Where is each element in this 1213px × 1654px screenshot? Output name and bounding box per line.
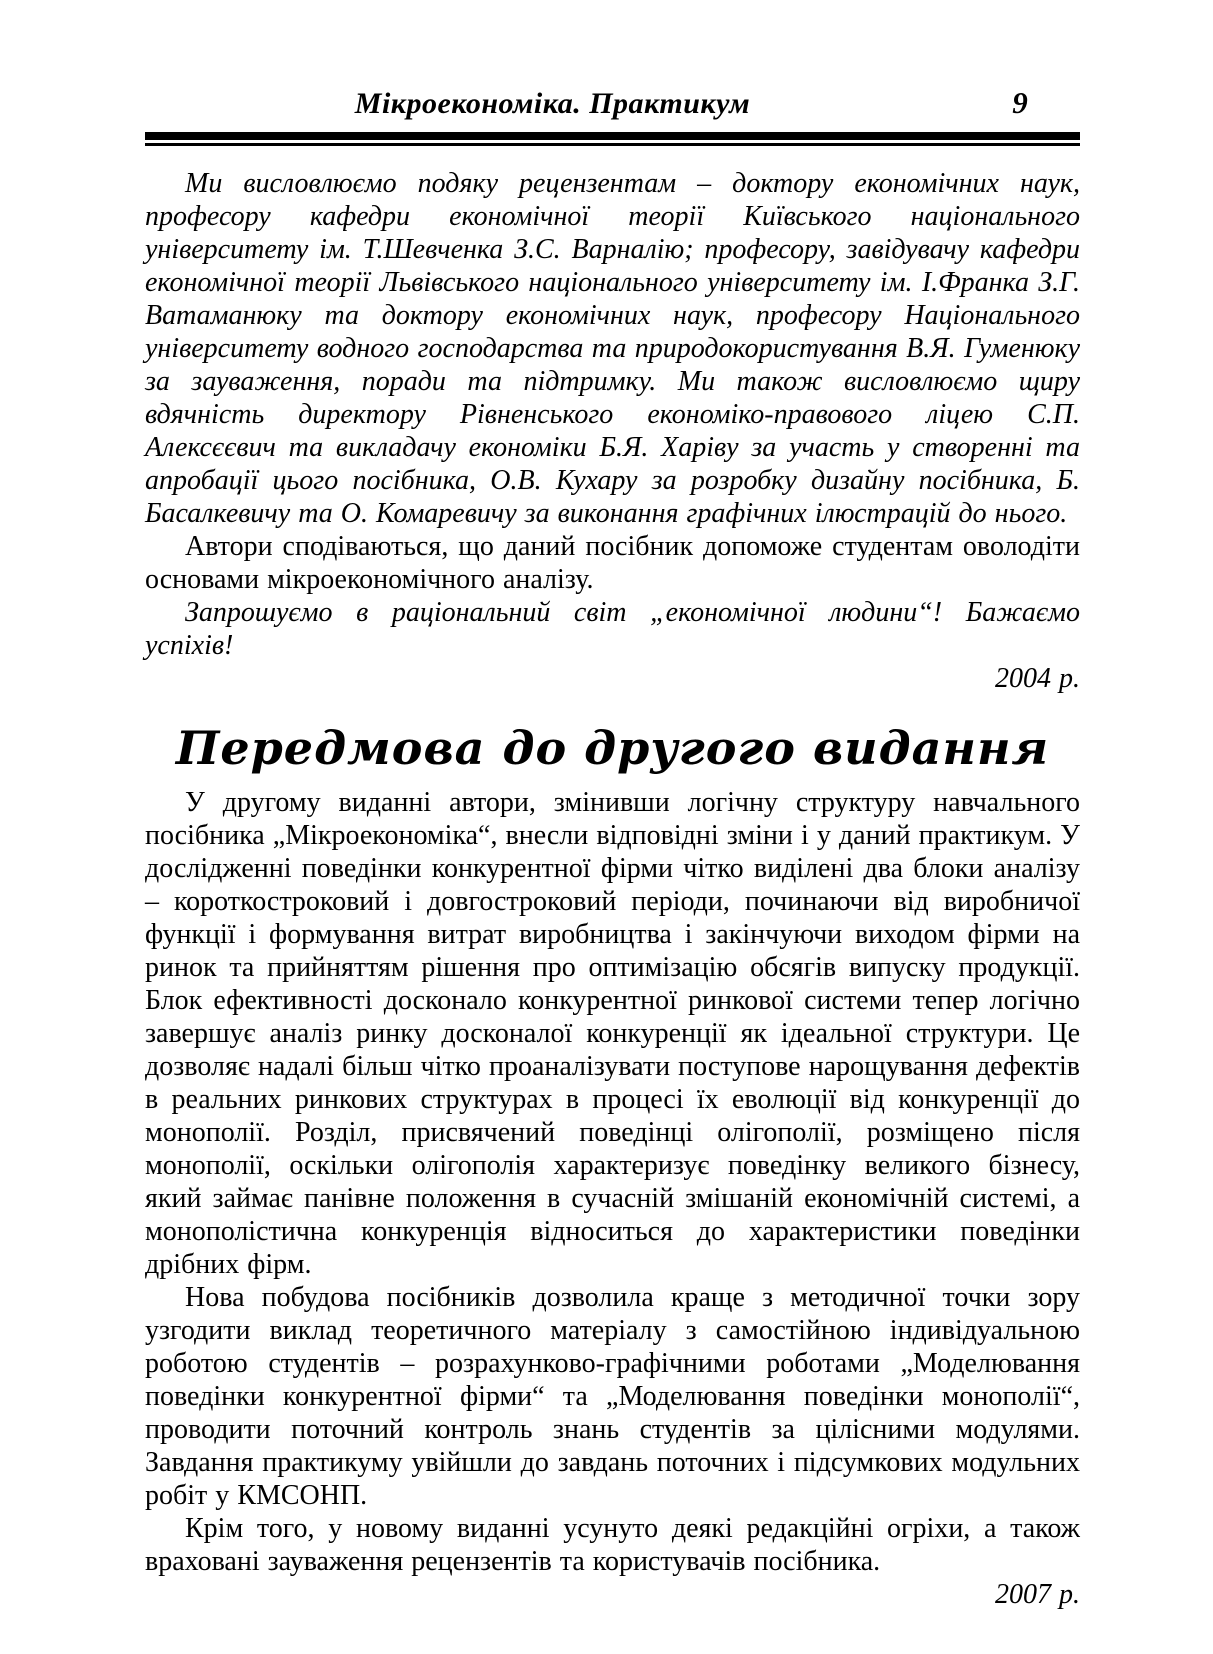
second-edition-paragraph-1: У другому виданні автори, змінивши логічну структуру навчального посібника „Мікроекономіка“, внесли відповідні зміни і у даний практикум. У дослідженні поведінки конкурентної фірми чітко виділені два блоки аналізу – короткостроковий і довгостроковий періоди, починаючи від виробничої функції і формування витрат виробництва і закінчуючи виходом фірми на ринок та прийняттям рішення про оптимізацію обсягів випуску продукції. Блок ефективності досконало конкурентної ринкової системи тепер логічно завершує аналіз ринку досконалої конкуренції як ідеальної структури. Це дозволяє надалі більш чітко проаналізувати поступове нарощування дефектів в реальних ринкових структурах в процесі їх еволюції від конкуренції до монополії. Розділ, присвячений поведінці олігополії, розміщено після монополії, оскільки олігополія характеризує поведінку великого бізнесу, який займає панівне положення в сучасній змішаній економічній системі, а монополістична конкуренція відноситься до характеристики поведінки дрібних фірм.: [145, 786, 1080, 1280]
page-number: 9: [1012, 85, 1028, 120]
running-title: Мікроекономіка. Практикум: [354, 87, 751, 120]
section-heading: Передмова до другого видання: [175, 721, 1050, 776]
page-header: [145, 86, 1080, 120]
second-edition-paragraph-2: Нова побудова посібників дозволила краще з методичної точки зору узгодити виклад теоретичного матеріалу з самостійною індивідуальною роботою студентів – розрахунково-графічними роботами „Моделювання поведінки конкурентної фірми“ та „Моделювання поведінки монополії“, проводити поточний контроль знань студентів за цілісними модулями. Завдання практикуму увійшли до завдань поточних і підсумкових модульних робіт у КМСОНП.: [145, 1281, 1080, 1511]
first-edition-date: 2004 р.: [995, 663, 1080, 695]
second-edition-date: 2007 р.: [995, 1578, 1080, 1610]
header-rule: [145, 132, 1080, 146]
acknowledgement-paragraph: Ми висловлюємо подяку рецензентам – доктору економічних наук, професору кафедри економічної теорії Київського національного університету ім. Т.Шевченка З.С. Варналію; професору, завідувачу кафедри економічної теорії Львівського національного університету ім. І.Франка З.Г. Ватаманюку та доктору економічних наук, професору Національного університету водного господарства та природокористування В.Я. Гуменюку за зауваження, поради та підтримку. Ми також висловлюємо щиру вдячність директору Рівненського економіко-правового ліцею С.П. Алексєєвич та викладачу економіки Б.Я. Харіву за участь у створенні та апробації цього посібника, О.В. Кухару за розробку дизайну посібника, Б. Басалкевичу та О. Комаревичу за виконання графічних ілюстрацій до нього.: [145, 168, 1080, 530]
authors-hope-paragraph: Автори сподіваються, що даний посібник допоможе студентам оволодіти основами мікроекономічного аналізу.: [145, 531, 1080, 596]
page-content: [145, 167, 1080, 1611]
second-edition-paragraph-3: Крім того, у новому виданні усунуто деякі редакційні огріхи, а також враховані зауваження рецензентів та користувачів посібника.: [145, 1512, 1080, 1577]
invitation-paragraph: Запрошуємо в раціональний світ „економічної людини“! Бажаємо успіхів!: [145, 597, 1080, 662]
